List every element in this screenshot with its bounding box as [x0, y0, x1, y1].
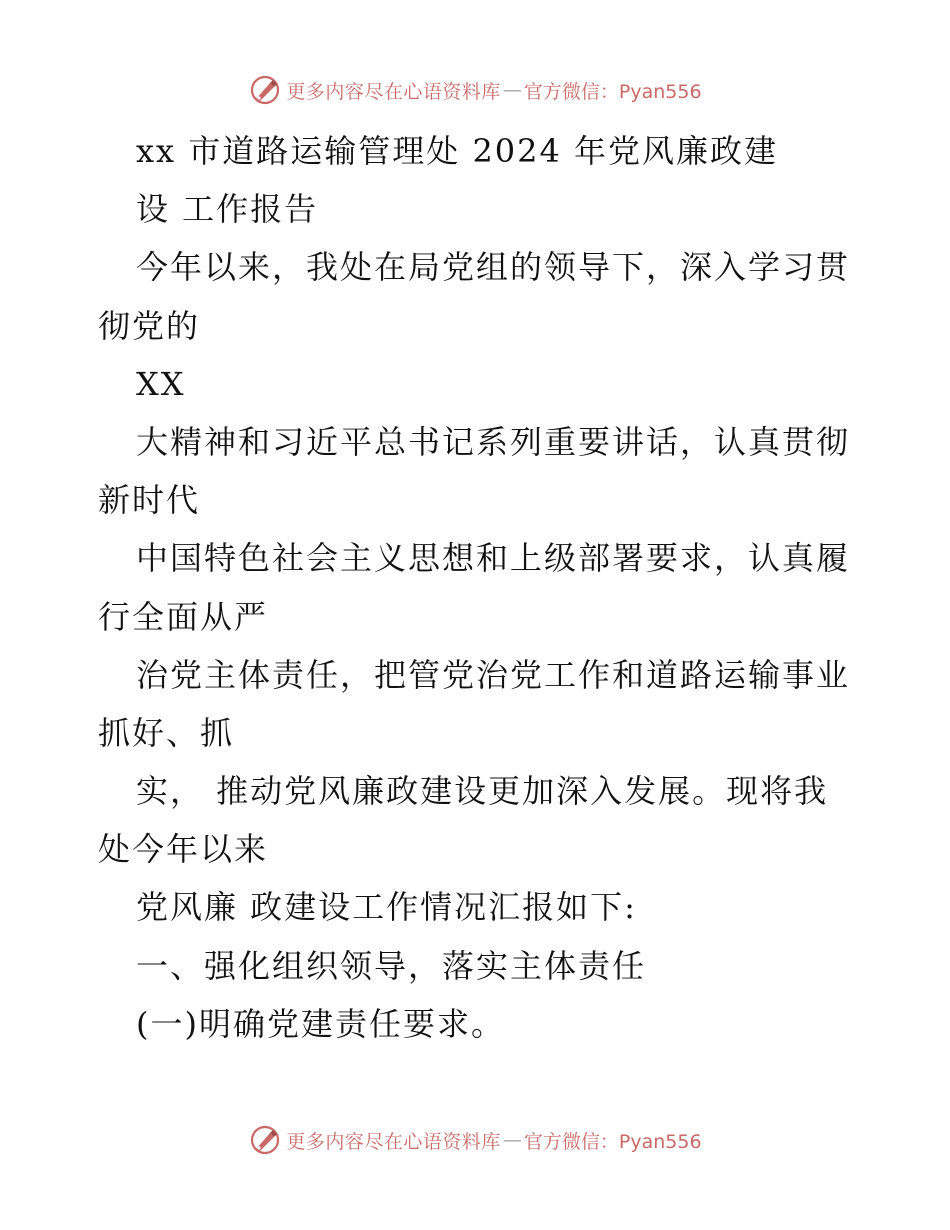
body-line: XX — [136, 364, 186, 403]
watermark-contact: 官方微信：Pyan556 — [523, 1130, 702, 1153]
body-line: 彻党的 — [98, 306, 201, 345]
body-line: 中国特色社会主义思想和上级部署要求，认真履 — [136, 539, 851, 578]
title-line: 设 工作报告 — [136, 190, 319, 229]
watermark-contact: 官方微信：Pyan556 — [523, 80, 702, 103]
footer-watermark — [0, 1120, 950, 1160]
body-line: 大精神和习近平总书记系列重要讲话，认真贯彻 — [136, 422, 851, 461]
watermark-separator: — — [502, 79, 522, 101]
document-body — [98, 122, 868, 1053]
subsection-heading: (一)明确党建责任要求。 — [136, 1004, 505, 1043]
watermark-text: 更多内容尽在心语资料库 — [286, 80, 501, 103]
pen-logo-icon — [248, 73, 282, 107]
body-line: 处今年以来 — [98, 830, 269, 869]
body-line: 新时代 — [98, 481, 201, 520]
body-line: 实， 推动党风廉政建设更加深入发展。现将我 — [136, 772, 829, 811]
body-line: 党风廉 政建设工作情况汇报如下: — [136, 888, 637, 927]
body-line: 治党主体责任，把管党治党工作和道路运输事业 — [136, 655, 851, 694]
pen-logo-icon — [248, 1123, 282, 1157]
section-heading: 一、强化组织领导，落实主体责任 — [136, 946, 647, 985]
watermark-text: 更多内容尽在心语资料库 — [286, 1130, 501, 1153]
body-line: 行全面从严 — [98, 597, 269, 636]
watermark-separator: — — [502, 1129, 522, 1151]
body-line: 抓好、抓 — [98, 713, 235, 752]
header-watermark — [0, 70, 950, 110]
title-line: xx 市道路运输管理处 2024 年党风廉政建 — [136, 132, 779, 170]
body-line: 今年以来，我处在局党组的领导下，深入学习贯 — [136, 248, 851, 287]
